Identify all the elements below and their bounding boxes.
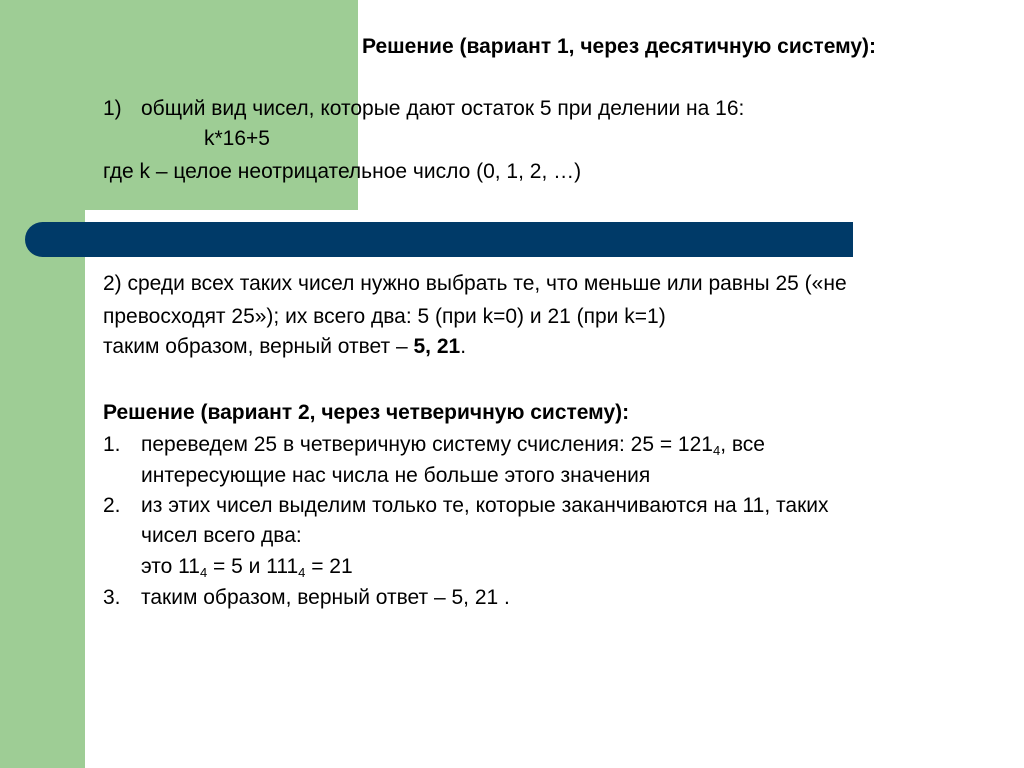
v1-answer-prefix: таким образом, верный ответ –	[103, 335, 414, 358]
v1-answer-value: 5, 21	[413, 335, 461, 358]
v1-where-line: где k – целое неотрицательное число (0, 1, 2, …)	[103, 160, 582, 183]
v2-item2-c: = 21	[305, 555, 353, 578]
heading-variant-1: Решение (вариант 1, через десятичную систему):	[362, 35, 877, 58]
v1-item1	[103, 94, 744, 124]
v2-item2-a: это 11	[141, 555, 200, 578]
v2-item2-line2: чисел всего два:	[141, 524, 302, 547]
v2-item3-line1	[103, 583, 510, 613]
v1-item2-line2: превосходят 25»); их всего два: 5 (при k=0) и 21 (при k=1)	[103, 305, 666, 328]
v2-item1-line1	[103, 430, 765, 460]
v1-item2-line1: 2) среди всех таких чисел нужно выбрать те, что меньше или равны 25 («не	[103, 272, 847, 295]
v2-item1-sub: 4	[712, 443, 721, 458]
v2-item2-text: из этих чисел выделим только те, которые заканчиваются на 11, таких	[141, 494, 829, 517]
navy-divider-band	[25, 222, 853, 257]
v2-item2-sub2: 4	[298, 565, 306, 580]
v2-item1-marker: 1.	[103, 433, 121, 456]
left-green-bar	[0, 0, 85, 768]
v2-item2-marker: 2.	[103, 494, 121, 517]
v2-item2-b: = 5 и 111	[207, 555, 299, 578]
v2-item2-line3	[141, 552, 353, 582]
v2-item2-line1	[103, 491, 829, 521]
v2-item3-text: таким образом, верный ответ – 5, 21 .	[141, 586, 510, 609]
v2-item1-pre: переведем 25 в четверичную систему счисления: 25 = 121	[141, 433, 713, 456]
heading-variant-2: Решение (вариант 2, через четверичную систему):	[103, 401, 630, 424]
v1-item1-marker: 1)	[103, 97, 122, 120]
v2-item1-post: , все	[720, 433, 765, 456]
v2-item1-line2: интересующие нас числа не больше этого значения	[141, 464, 651, 487]
v1-formula: k*16+5	[204, 127, 270, 150]
v2-item3-marker: 3.	[103, 586, 121, 609]
v1-answer-line	[103, 332, 466, 362]
v2-item2-sub1: 4	[199, 565, 208, 580]
v1-item1-text: общий вид чисел, которые дают остаток 5 при делении на 16:	[141, 97, 745, 120]
v1-answer-suffix: .	[460, 335, 467, 358]
